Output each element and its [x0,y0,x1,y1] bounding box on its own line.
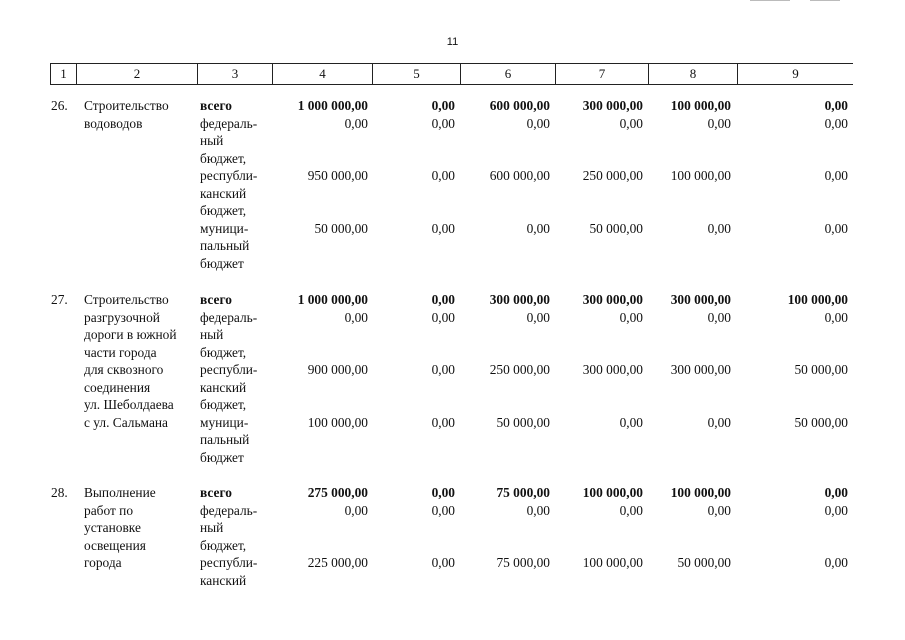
item-name-line: освещения [84,537,146,553]
amount-cell: 0,00 [707,115,731,131]
column-header-3: 3 [197,64,272,84]
amount-cell: 0,00 [824,98,848,113]
amount-cell: 100 000,00 [670,168,731,183]
amount-cell: 0,00 [824,309,848,325]
amount-cell: 0,00 [344,502,368,518]
amount-cell: 0,00 [431,98,455,113]
amount-cell: 0,00 [431,115,455,131]
amount-cell: 600 000,00 [489,168,550,183]
funding-source-line: муници- [200,414,249,430]
item-name-line: города [84,555,122,570]
amount-cell: 0,00 [431,485,455,500]
amount-cell: 225 000,00 [307,555,368,570]
funding-source-line: канский [200,379,247,395]
amount-cell: 100 000,00 [670,98,731,113]
funding-source-line: всего [200,292,232,307]
funding-source-line: федераль- [200,309,258,325]
funding-source-line: ный [200,520,224,535]
amount-cell: 100 000,00 [787,292,848,307]
amount-cell: 50 000,00 [589,220,643,236]
amount-cell: 0,00 [431,362,455,377]
amount-cell: 50 000,00 [794,362,848,377]
amount-cell: 0,00 [619,309,643,325]
item-name-line: Выполнение [84,485,156,500]
item-name-line: соединения [84,379,151,395]
page-number: 11 [446,36,459,48]
funding-source-line: канский [200,185,247,201]
amount-cell: 50 000,00 [794,414,848,430]
amount-cell: 0,00 [707,414,731,430]
amount-cell: 0,00 [824,220,848,236]
amount-cell: 50 000,00 [314,220,368,236]
amount-cell: 600 000,00 [489,98,550,113]
amount-cell: 300 000,00 [582,98,643,113]
column-header-7: 7 [555,64,648,84]
scan-mark-right [810,0,840,1]
amount-cell: 300 000,00 [489,292,550,307]
column-number-header [50,63,853,85]
amount-cell: 250 000,00 [489,362,550,377]
amount-cell: 100 000,00 [582,555,643,570]
funding-source-line: федераль- [200,115,258,131]
amount-cell: 275 000,00 [307,485,368,500]
funding-source-line: пальный [200,432,250,447]
amount-cell: 300 000,00 [582,362,643,377]
item-name-line: для сквозного [84,362,164,377]
amount-cell: 0,00 [707,309,731,325]
amount-cell: 0,00 [707,220,731,236]
amount-cell: 0,00 [431,220,455,236]
funding-source-line: бюджет, [200,203,247,218]
column-header-8: 8 [648,64,737,84]
amount-cell: 0,00 [344,115,368,131]
amount-cell: 0,00 [619,414,643,430]
amount-cell: 250 000,00 [582,168,643,183]
amount-cell: 0,00 [344,309,368,325]
amount-cell: 0,00 [824,115,848,131]
amount-cell: 50 000,00 [677,555,731,570]
funding-source-line: бюджет, [200,397,247,412]
amount-cell: 100 000,00 [582,485,643,500]
funding-source-line: бюджет [200,255,244,271]
funding-source-line: республи- [200,168,258,183]
item-name-line: установке [84,520,141,535]
funding-source-line: ный [200,327,224,342]
row-number: 26. [51,98,68,113]
amount-cell: 0,00 [431,292,455,307]
funding-source-line: всего [200,98,232,113]
item-name-line: водоводов [84,115,143,131]
column-header-6: 6 [460,64,555,84]
funding-source-line: федераль- [200,502,258,518]
funding-source-line: ный [200,133,224,148]
amount-cell: 0,00 [707,502,731,518]
column-header-2: 2 [76,64,197,84]
amount-cell: 0,00 [526,220,550,236]
funding-source-line: республи- [200,555,258,570]
amount-cell: 300 000,00 [670,362,731,377]
amount-cell: 0,00 [824,168,848,183]
amount-cell: 0,00 [824,502,848,518]
amount-cell: 100 000,00 [670,485,731,500]
amount-cell: 300 000,00 [670,292,731,307]
funding-source-line: канский [200,572,247,588]
item-name-line: с ул. Сальмана [84,414,168,430]
amount-cell: 75 000,00 [496,555,550,570]
amount-cell: 1 000 000,00 [297,98,368,113]
amount-cell: 0,00 [526,115,550,131]
item-name-line: разгрузочной [84,309,160,325]
column-header-9: 9 [737,64,853,84]
amount-cell: 0,00 [431,502,455,518]
item-name-line: части города [84,344,157,360]
funding-source-line: бюджет [200,449,244,465]
row-number: 27. [51,292,68,307]
amount-cell: 0,00 [431,555,455,570]
amount-cell: 950 000,00 [307,168,368,183]
amount-cell: 0,00 [824,555,848,570]
column-header-4: 4 [272,64,372,84]
item-name-line: Строительство [84,292,169,307]
amount-cell: 100 000,00 [307,414,368,430]
item-name-line: дороги в южной [84,327,177,342]
amount-cell: 0,00 [526,309,550,325]
amount-cell: 50 000,00 [496,414,550,430]
item-name-line: Строительство [84,98,169,113]
funding-source-line: бюджет, [200,150,247,166]
funding-source-line: пальный [200,238,250,253]
column-header-1: 1 [50,64,76,84]
amount-cell: 300 000,00 [582,292,643,307]
funding-source-line: муници- [200,220,249,236]
funding-source-line: всего [200,485,232,500]
amount-cell: 0,00 [431,414,455,430]
amount-cell: 0,00 [526,502,550,518]
amount-cell: 0,00 [619,502,643,518]
item-name-line: ул. Шеболдаева [84,397,174,412]
funding-source-line: бюджет, [200,537,247,553]
amount-cell: 0,00 [619,115,643,131]
amount-cell: 0,00 [431,168,455,183]
amount-cell: 0,00 [824,485,848,500]
amount-cell: 75 000,00 [496,485,550,500]
amount-cell: 1 000 000,00 [297,292,368,307]
funding-source-line: бюджет, [200,344,247,360]
column-header-5: 5 [372,64,460,84]
row-number: 28. [51,485,68,500]
scan-mark-left [750,0,790,1]
amount-cell: 0,00 [431,309,455,325]
amount-cell: 900 000,00 [307,362,368,377]
funding-source-line: республи- [200,362,258,377]
item-name-line: работ по [84,502,134,518]
